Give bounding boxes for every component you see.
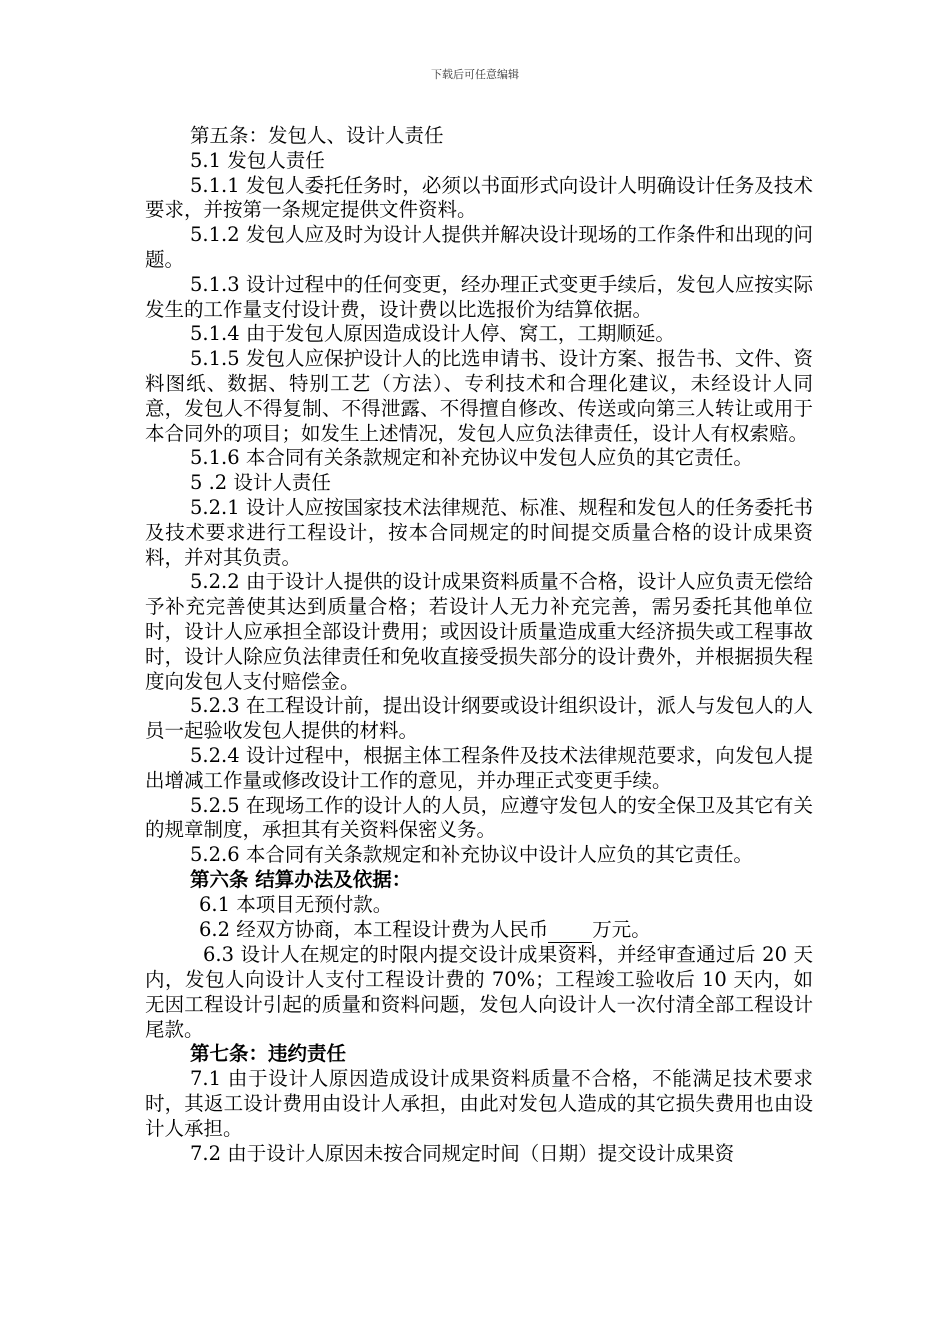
clause-5-2-5: 5.2.5 在现场工作的设计人的人员，应遵守发包人的安全保卫及其它有关的规章制度，承担其有关资料保密义务。: [145, 793, 813, 842]
clause-5-1-1: 5.1.1 发包人委托任务时，必须以书面形式向设计人明确设计任务及技术要求，并按第一条规定提供文件资料。: [145, 173, 813, 222]
clause-5-1-2: 5.1.2 发包人应及时为设计人提供并解决设计现场的工作条件和出现的问题。: [145, 223, 813, 271]
document-body: [145, 124, 813, 1166]
clause-5-2-6: 5.2.6 本合同有关条款规定和补充协议中设计人应负的其它责任。: [190, 843, 753, 867]
fee-amount-blank: [548, 918, 592, 944]
section-5-1-heading: 5.1 发包人责任: [190, 148, 325, 172]
clause-5-2-3: 5.2.3 在工程设计前，提出设计纲要或设计组织设计，派人与发包人的人员一起验收发包人提供的材料。: [145, 694, 813, 743]
clause-5-2-4: 5.2.4 设计过程中，根据主体工程条件及技术法律规范要求，向发包人提出增减工作量或修改设计工作的意见，并办理正式变更手续。: [145, 743, 813, 792]
clause-6-2-text: 6.2 经双方协商，本工程设计费为人民币: [199, 917, 549, 941]
clause-6-2-unit: 万元。: [592, 917, 651, 941]
clause-6-3: 6.3 设计人在规定的时限内提交设计成果资料，并经审查通过后 20 天内，发包人向设计人支付工程设计费的 70%；工程竣工验收后 10 天内，如无因工程设计引起的质量和资料问题，发包人向设计人一次付清全部工程设计尾款。: [145, 943, 813, 1041]
article-6-heading: 第六条 结算办法及依据：: [190, 867, 412, 891]
clause-6-1: 6.1 本项目无预付款。: [199, 892, 393, 916]
clause-6-2: [145, 918, 813, 944]
clause-5-2-1: 5.2.1 设计人应按国家技术法律规范、标准、规程和发包人的任务委托书及技术要求进行工程设计，按本合同规定的时间提交质量合格的设计成果资料，并对其负责。: [145, 495, 813, 569]
clause-5-1-4: 5.1.4 由于发包人原因造成设计人停、窝工，工期顺延。: [190, 322, 675, 346]
clause-7-1: 7.1 由于设计人原因造成设计成果资料质量不合格，不能满足技术要求时，其返工设计费用由设计人承担，由此对发包人造成的其它损失费用也由设计人承担。: [145, 1067, 813, 1140]
page-header: 下载后可任意编辑: [431, 68, 519, 81]
clause-5-1-3: 5.1.3 设计过程中的任何变更，经办理正式变更手续后，发包人应按实际发生的工作量支付设计费，设计费以比选报价为结算依据。: [145, 272, 813, 321]
article-5-heading: 第五条：发包人、设计人责任: [190, 124, 444, 147]
clause-5-1-5: 5.1.5 发包人应保护设计人的比选申请书、设计方案、报告书、文件、资料图纸、数据、特别工艺（方法）、专利技术和合理化建议，未经设计人同意，发包人不得复制、不得泄露、不得擅自修改、传送或向第三人转让或用于本合同外的项目；如发生上述情况，发包人应负法律责任，设计人有权索赔。: [145, 347, 813, 445]
clause-7-2: 7.2 由于设计人原因未按合同规定时间（日期）提交设计成果资: [190, 1141, 735, 1165]
article-7-heading: 第七条：违约责任: [190, 1042, 347, 1066]
section-5-2-heading: 5 .2 设计人责任: [190, 471, 331, 495]
clause-5-2-2: 5.2.2 由于设计人提供的设计成果资料质量不合格，设计人应负责无偿给予补充完善使其达到质量合格；若设计人无力补充完善，需另委托其他单位时，设计人应承担全部设计费用；或因设计质量造成重大经济损失或工程事故时，设计人除应负法律责任和免收直接受损失部分的设计费外，并根据损失程度向发包人支付赔偿金。: [145, 570, 813, 693]
clause-5-1-6: 5.1.6 本合同有关条款规定和补充协议中发包人应负的其它责任。: [190, 446, 753, 470]
